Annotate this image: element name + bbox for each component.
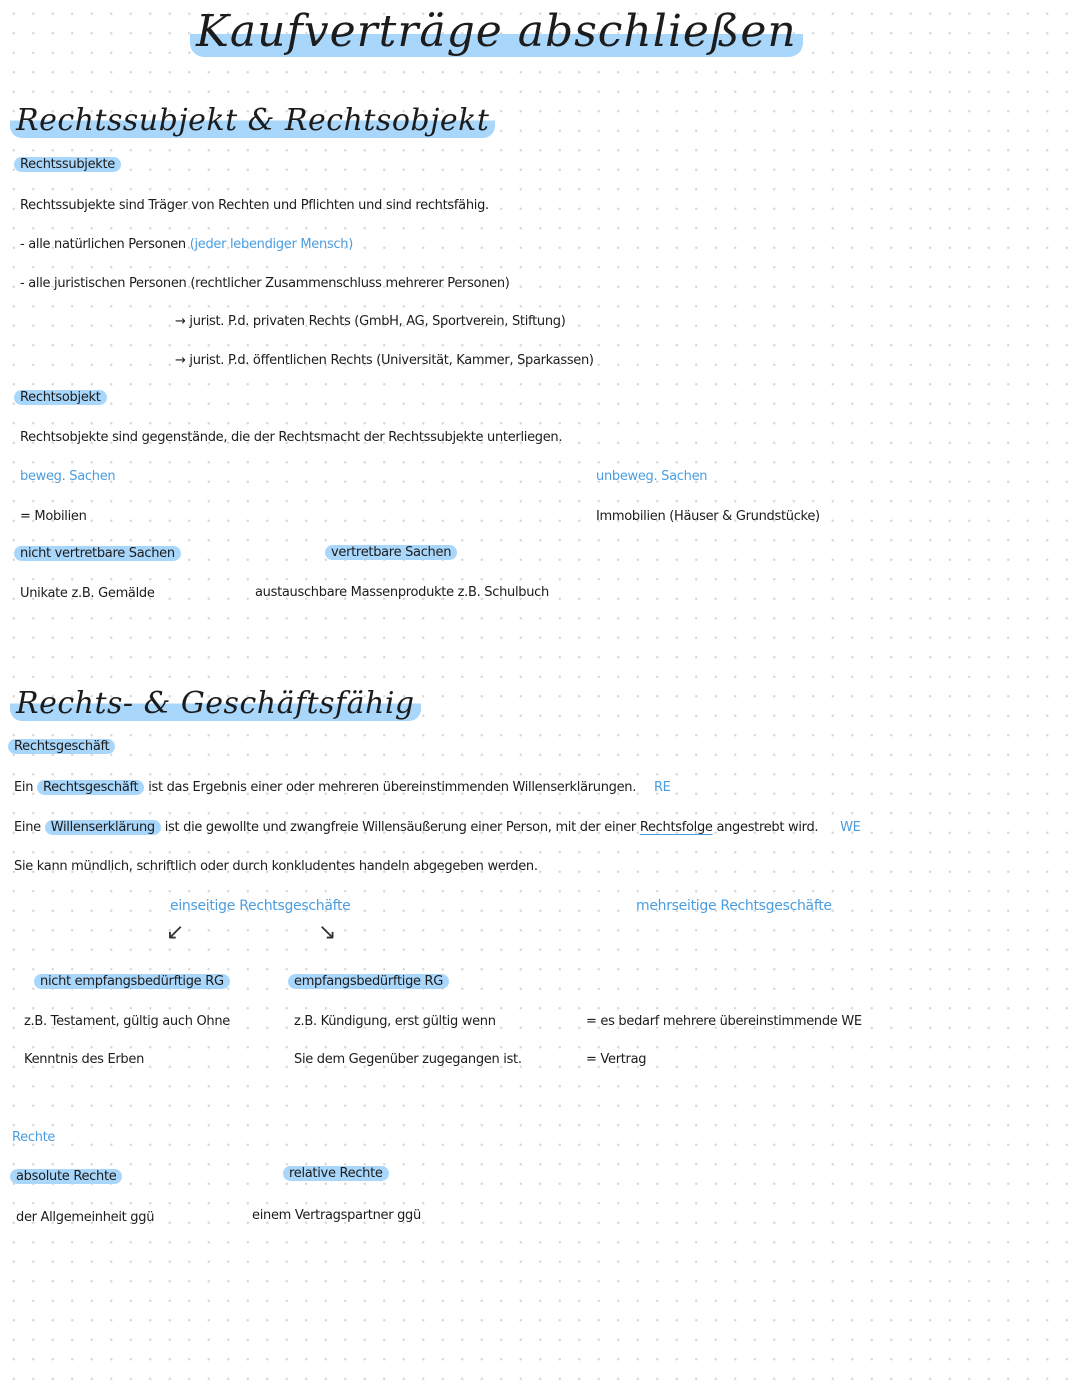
we-definition: Eine Willenserklärung ist die gewollte und zwangfreie Willensäußerung einer Person, mit der einer Rechtsfolge angestrebt wird. WE <box>14 820 861 835</box>
unilateral-transactions: einseitige Rechtsgeschäfte <box>170 898 351 914</box>
subjects-definition: Rechtssubjekte sind Träger von Rechten und Pflichten und sind rechtsfähig. <box>20 198 489 213</box>
rg-definition: Ein Rechtsgeschäft ist das Ergebnis einer oder mehreren übereinstimmenden Willenserklärungen. RE <box>14 780 671 795</box>
fungible-example: austauschbare Massenprodukte z.B. Schulbuch <box>255 585 549 600</box>
not-receipt-example-2: Kenntnis des Erben <box>24 1052 145 1067</box>
movable-things: beweg. Sachen <box>20 469 116 484</box>
label-rechte: Rechte <box>12 1130 56 1145</box>
label-rechtssubjekte: Rechtssubjekte <box>14 157 121 172</box>
not-receipt-required: nicht empfangsbedürftige RG <box>34 974 230 989</box>
objects-definition: Rechtsobjekte sind gegenstände, die der Rechtsmacht der Rechtssubjekte unterliegen. <box>20 430 563 445</box>
relative-rights: relative Rechte <box>283 1166 389 1181</box>
not-receipt-example-1: z.B. Testament, gültig auch Ohne <box>24 1014 230 1029</box>
page-title: Kaufverträge abschließen <box>190 6 803 57</box>
abbr-re: RE <box>653 780 671 795</box>
abbr-we: WE <box>840 820 861 835</box>
multilateral-note-1: = es bedarf mehrere übereinstimmende WE <box>586 1014 862 1029</box>
natural-persons-note: (jeder lebendiger Mensch) <box>189 237 353 252</box>
immobilien: Immobilien (Häuser & Grundstücke) <box>596 509 820 524</box>
non-fungible-example: Unikate z.B. Gemälde <box>20 586 155 601</box>
label-rechtsobjekt: Rechtsobjekt <box>14 390 107 405</box>
section-title-rechtssubjekt: Rechtssubjekt & Rechtsobjekt <box>10 103 495 138</box>
label-rechtsgeschaeft: Rechtsgeschäft <box>8 739 115 754</box>
receipt-example-2: Sie dem Gegenüber zugegangen ist. <box>294 1052 522 1067</box>
arrow-down-left-icon: ↙ <box>166 920 185 945</box>
juristic-private: → jurist. P.d. privaten Rechts (GmbH, AG, Sportverein, Stiftung) <box>175 314 566 329</box>
absolute-rights-desc: der Allgemeinheit ggü <box>16 1210 155 1225</box>
section-title-rechtsfaehig: Rechts- & Geschäftsfähig <box>10 686 421 721</box>
natural-persons: - alle natürlichen Personen (jeder lebendiger Mensch) <box>20 237 353 252</box>
absolute-rights: absolute Rechte <box>10 1169 122 1184</box>
juristic-persons: - alle juristischen Personen (rechtlicher Zusammenschluss mehrerer Personen) <box>20 276 510 291</box>
multilateral-note-2: = Vertrag <box>586 1052 647 1067</box>
non-fungible-things: nicht vertretbare Sachen <box>14 546 181 561</box>
immovable-things: unbeweg. Sachen <box>596 469 708 484</box>
receipt-required: empfangsbedürftige RG <box>288 974 449 989</box>
mobilien: = Mobilien <box>20 509 87 524</box>
juristic-public: → jurist. P.d. öffentlichen Rechts (Universität, Kammer, Sparkassen) <box>175 353 594 368</box>
multilateral-transactions: mehrseitige Rechtsgeschäfte <box>636 898 832 914</box>
arrow-down-right-icon: ↘ <box>318 920 337 945</box>
we-forms: Sie kann mündlich, schriftlich oder durch konkludentes handeln abgegeben werden. <box>14 859 538 874</box>
fungible-things: vertretbare Sachen <box>325 545 457 560</box>
receipt-example-1: z.B. Kündigung, erst gültig wenn <box>294 1014 496 1029</box>
relative-rights-desc: einem Vertragspartner ggü <box>252 1208 421 1223</box>
